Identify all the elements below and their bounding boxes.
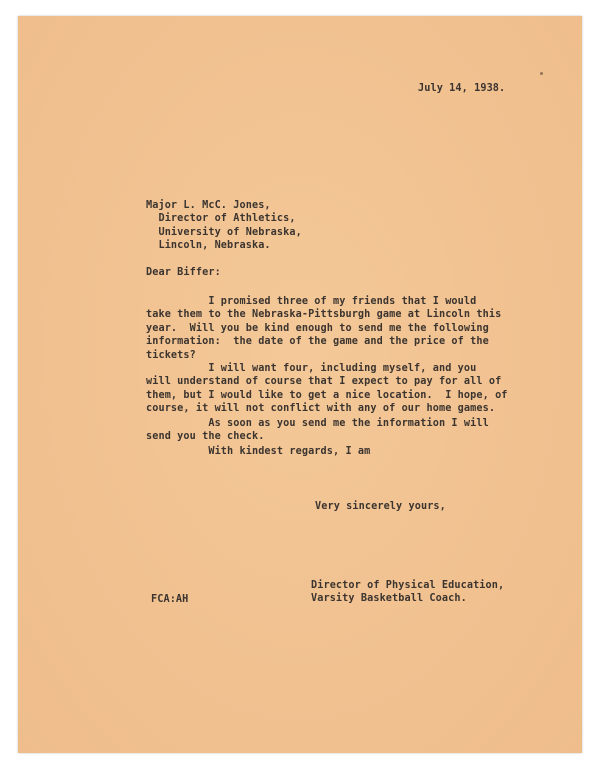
salutation: Dear Biffer: [146,267,221,278]
complimentary-close: Very sincerely yours, [315,501,446,512]
body-paragraph-4: With kindest regards, I am [146,446,371,457]
address-line: Lincoln, Nebraska. [158,240,271,252]
recipient-address [146,199,302,253]
signature-block [311,579,504,606]
ink-spot [540,72,543,75]
signature-line: Varsity Basketball Coach. [311,593,467,605]
body-paragraph-3: As soon as you send me the information I will send you the check. [146,418,489,443]
address-line: Major L. McC. Jones, [146,200,271,211]
letter-date: July 14, 1938. [418,83,506,94]
letter-page [18,16,582,753]
address-line: Director of Athletics, [158,213,296,225]
address-line: University of Nebraska, [158,226,302,238]
signature-line: Director of Physical Education, [311,580,505,591]
reference-initials: FCA:AH [151,594,189,605]
body-paragraph-1: I promised three of my friends that I would take them to the Nebraska-Pittsburgh game at Lincoln this year. Will you be kind enough to send me the following information: the date of the game and the price of the tickets? [146,296,502,361]
body-paragraph-2: I will want four, including myself, and you will understand of course that I expect to pay for all of them, but I would like to get a nice location. I hope, of course, it will not conflict with any of our home games. [146,363,508,415]
